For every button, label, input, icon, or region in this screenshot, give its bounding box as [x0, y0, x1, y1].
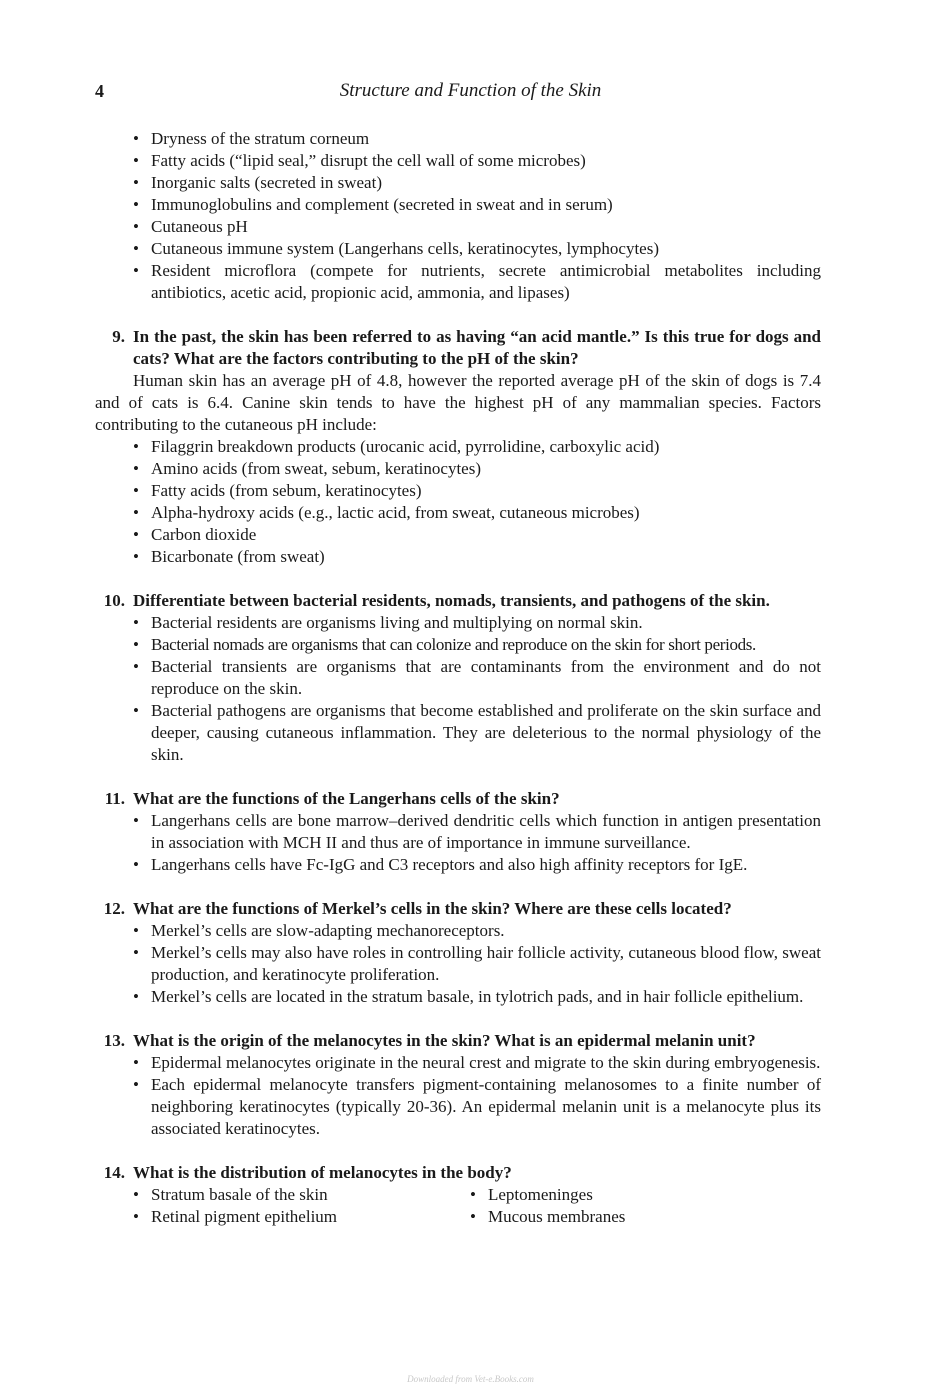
list-item: • Stratum basale of the skin [133, 1184, 470, 1206]
question-heading [95, 1030, 821, 1052]
list-item: • Fatty acids (“lipid seal,” disrupt the cell wall of some microbes) [133, 150, 821, 172]
list-item: • Cutaneous pH [133, 216, 821, 238]
list-item: • Bacterial nomads are organisms that can colonize and reproduce on the skin for short periods. [133, 634, 821, 656]
list-item: • Cutaneous immune system (Langerhans cells, keratinocytes, lymphocytes) [133, 238, 821, 260]
question-heading [95, 788, 821, 810]
question-number: 14. [103, 1163, 125, 1182]
list-item: • Merkel’s cells are slow-adapting mechanoreceptors. [133, 920, 821, 942]
two-column-bullets [133, 1184, 821, 1228]
question-9 [95, 326, 821, 568]
question-text: Differentiate between bacterial residents, nomads, transients, and pathogens of the skin. [133, 591, 770, 610]
answer-bullet-list [133, 810, 821, 876]
question-11 [95, 788, 821, 876]
answer-bullet-list [133, 1184, 470, 1228]
list-item: • Leptomeninges [470, 1184, 625, 1206]
question-12 [95, 898, 821, 1008]
list-item: • Amino acids (from sweat, sebum, keratinocytes) [133, 458, 821, 480]
list-item: • Bacterial residents are organisms living and multiplying on normal skin. [133, 612, 821, 634]
list-item: • Filaggrin breakdown products (urocanic acid, pyrrolidine, carboxylic acid) [133, 436, 821, 458]
running-title: Structure and Function of the Skin [339, 80, 602, 101]
list-item: • Bacterial transients are organisms that are contaminants from the environment and do not reproduce on the skin. [133, 656, 821, 700]
list-item: • Langerhans cells have Fc-IgG and C3 receptors and also high affinity receptors for IgE. [133, 854, 821, 876]
answer-bullet-list [133, 612, 821, 766]
list-item: • Bicarbonate (from sweat) [133, 546, 821, 568]
question-heading [95, 326, 821, 370]
question-number: 9. [112, 327, 125, 346]
question-number: 10. [103, 591, 125, 610]
question-14 [95, 1162, 821, 1228]
download-watermark: Downloaded from Vet-e.Books.com [407, 1374, 534, 1384]
answer-bullet-list [133, 920, 821, 1008]
list-item: • Epidermal melanocytes originate in the neural crest and migrate to the skin during embryogenesis. [133, 1052, 821, 1074]
question-10 [95, 590, 821, 766]
question-number: 13. [103, 1031, 125, 1050]
answer-paragraph: Human skin has an average pH of 4.8, however the reported average pH of the skin of dogs is 7.4 and of cats is 6.4. Canine skin tends to have the highest pH of any mammalian species. Factors contributing to the cutaneous pH include: [95, 371, 821, 434]
answer-bullet-list [133, 1052, 821, 1140]
list-item: • Bacterial pathogens are organisms that become established and proliferate on the skin surface and deeper, causing cutaneous inflammation. They are deleterious to the normal physiology of the skin. [133, 700, 821, 766]
list-item: • Alpha-hydroxy acids (e.g., lactic acid, from sweat, cutaneous microbes) [133, 502, 821, 524]
list-item: • Merkel’s cells are located in the stratum basale, in tylotrich pads, and in hair follicle epithelium. [133, 986, 821, 1008]
list-item: • Mucous membranes [470, 1206, 625, 1228]
page-content [95, 128, 821, 1228]
question-heading [95, 898, 821, 920]
intro-bullet-list [133, 128, 821, 304]
list-item: • Inorganic salts (secreted in sweat) [133, 172, 821, 194]
answer-bullet-list [470, 1184, 625, 1228]
question-text: In the past, the skin has been referred to as having “an acid mantle.” Is this true for dogs and cats? What are the factors contributing to the pH of the skin? [133, 327, 821, 368]
list-item: • Dryness of the stratum corneum [133, 128, 821, 150]
question-text: What are the functions of the Langerhans cells of the skin? [133, 789, 560, 808]
question-number: 12. [103, 899, 125, 918]
list-item: • Retinal pigment epithelium [133, 1206, 470, 1228]
left-column [133, 1184, 470, 1228]
list-item: • Fatty acids (from sebum, keratinocytes) [133, 480, 821, 502]
list-item: • Immunoglobulins and complement (secreted in sweat and in serum) [133, 194, 821, 216]
list-item: • Langerhans cells are bone marrow–derived dendritic cells which function in antigen presentation in association with MCH II and thus are of importance in immune surveillance. [133, 810, 821, 854]
question-number: 11. [104, 789, 125, 808]
question-text: What are the functions of Merkel’s cells in the skin? Where are these cells located? [133, 899, 732, 918]
list-item: • Resident microflora (compete for nutrients, secrete antimicrobial metabolites including antibiotics, acetic acid, propionic acid, ammonia, and lipases) [133, 260, 821, 304]
question-text: What is the origin of the melanocytes in the skin? What is an epidermal melanin unit? [133, 1031, 756, 1050]
question-heading [95, 590, 821, 612]
question-heading [95, 1162, 821, 1184]
answer-bullet-list [133, 436, 821, 568]
right-column [470, 1184, 625, 1228]
page-number: 4 [95, 81, 104, 101]
list-item: • Merkel’s cells may also have roles in controlling hair follicle activity, cutaneous blood flow, sweat production, and keratinocyte proliferation. [133, 942, 821, 986]
question-13 [95, 1030, 821, 1140]
question-text: What is the distribution of melanocytes in the body? [133, 1163, 512, 1182]
list-item: • Each epidermal melanocyte transfers pigment-containing melanosomes to a finite number of neighboring keratinocytes (typically 20-36). An epidermal melanin unit is a melanocyte plus its associated keratinocytes. [133, 1074, 821, 1140]
list-item: • Carbon dioxide [133, 524, 821, 546]
